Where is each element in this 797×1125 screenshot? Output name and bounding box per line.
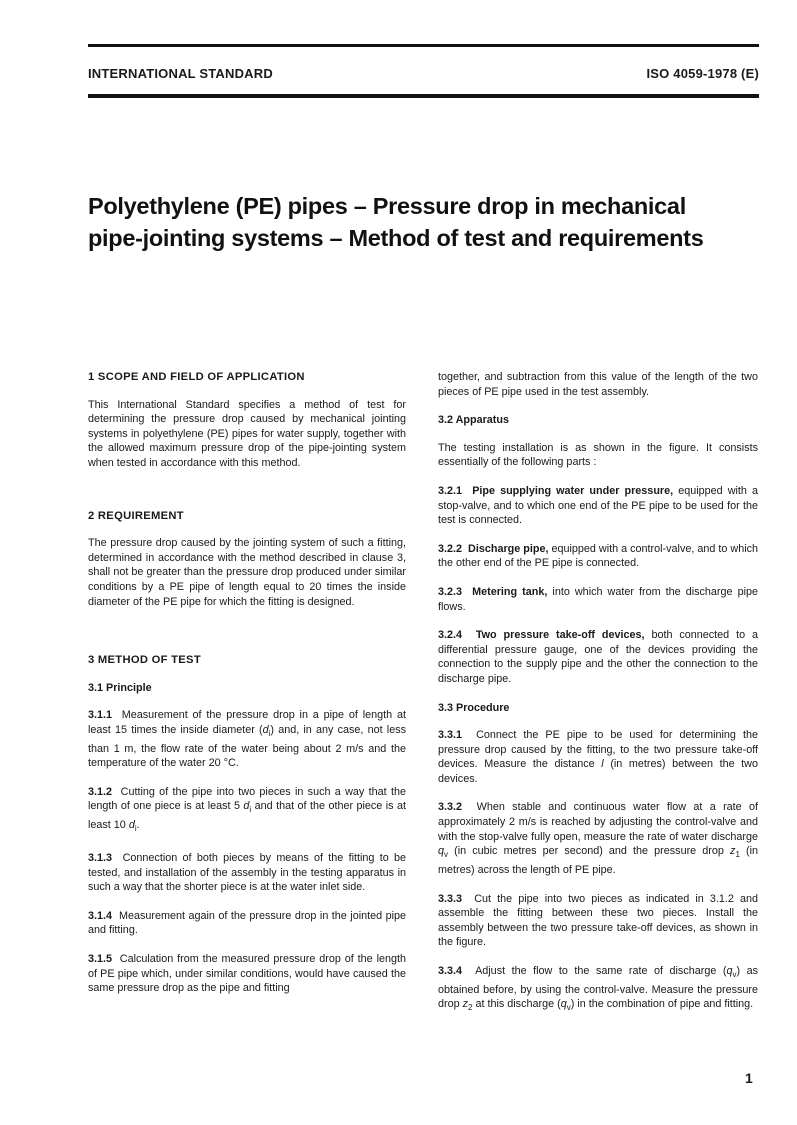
subsection-3-3-heading: 3.3 Procedure: [438, 701, 510, 714]
variable: d: [243, 800, 250, 813]
clause-text: Cut the pipe into two pieces as indicated in 3.1.2 and assemble the fitting between these two pieces. Install the assembly between the two pressure take-off devices, as shown in the figure.: [438, 892, 758, 949]
clause-3-3-2: [438, 800, 758, 877]
clause-number: 3.3.2: [438, 801, 463, 814]
header-document-number: ISO 4059-1978 (E): [646, 66, 759, 81]
clause-text: .: [136, 819, 140, 832]
section-3-heading: 3 METHOD OF TEST: [88, 654, 201, 667]
clause-number: 3.2.3: [438, 585, 463, 598]
title-line-2: pipe-jointing systems – Method of test and requirements: [88, 225, 704, 251]
clause-number: 3.1.3: [88, 851, 113, 864]
clause-term: Pipe supplying water under pressure,: [472, 484, 674, 497]
clause-3-2-1: [438, 484, 758, 528]
apparatus-intro: The testing installation is as shown in the figure. It consists essentially of the following parts :: [438, 441, 758, 469]
clause-text: Measurement of the pressure drop in a pipe of length at least 15 times the inside diameter (: [88, 709, 406, 736]
clause-3-1-4: [88, 909, 406, 938]
clause-text: Cutting of the pipe into two pieces in such a way that the length of one piece is at least 5: [88, 785, 406, 813]
variable: l: [601, 758, 604, 771]
document-title: [88, 190, 768, 254]
clause-3-1-2: [88, 785, 406, 837]
subscript: i: [268, 729, 271, 739]
variable: q: [438, 845, 445, 858]
subscript: v: [444, 850, 449, 860]
clause-3-1-1: [88, 708, 406, 771]
variable: q: [726, 964, 733, 977]
clause-number: 3.2.2: [438, 542, 463, 555]
subscript: v: [566, 1003, 571, 1013]
variable: d: [262, 723, 269, 736]
clause-number: 3.3.4: [438, 964, 463, 977]
clause-3-3-3: [438, 892, 758, 950]
clause-3-2-3: [438, 585, 758, 614]
clause-text: (in metres) between the two devices.: [438, 758, 758, 785]
clause-text: equipped with a control-valve, and to which the other end of the PE pipe is connected.: [438, 542, 759, 570]
clause-text: ) in the combination of pipe and fitting.: [570, 998, 754, 1011]
subscript: i: [134, 824, 137, 834]
clause-term: Two pressure take-off devices,: [475, 629, 645, 642]
clause-3-1-3: [88, 851, 406, 895]
clause-3-1-5: [88, 952, 406, 996]
subscript: i: [249, 805, 252, 815]
title-line-1: Polyethylene (PE) pipes – Pressure drop in mechanical: [88, 193, 686, 219]
right-column: [438, 370, 758, 1030]
clause-text: (in cubic metres per second) and the pressure drop: [448, 845, 731, 858]
subscript: 1: [735, 850, 740, 860]
page-number: 1: [745, 1070, 753, 1086]
clause-3-1-5-continued: together, and subtraction from this value of the length of the two pieces of PE pipe used in the test assembly.: [438, 371, 758, 398]
clause-text: Adjust the flow to the same rate of discharge (: [475, 964, 727, 977]
subsection-3-2-heading: 3.2 Apparatus: [438, 414, 510, 427]
clause-number: 3.3.1: [438, 729, 463, 742]
clause-number: 3.1.2: [88, 785, 113, 798]
clause-text: into which water from the discharge pipe flows.: [438, 585, 758, 613]
left-column: [88, 370, 406, 1010]
header-rule: [88, 94, 759, 98]
clause-text: both connected to a differential pressure gauge, one of the devices providing the connection to the supply pipe and the other the connection to the discharge pipe.: [438, 629, 758, 685]
section-2-text: The pressure drop caused by the jointing system of such a fitting, determined in accordance with the method described in clause 3, shall not be greater than the pressure drop produced under similar conditions by a PE pipe of length equal to 20 times the inside diameter of the PE pipe for which the fitting is designed.: [88, 537, 406, 608]
clause-number: 3.1.1: [88, 709, 113, 722]
clause-number: 3.1.4: [88, 909, 113, 922]
clause-text: Calculation from the measured pressure drop of the length of PE pipe which, under similar conditions, would have caused the same pressure drop as the pipe and fitting: [88, 952, 406, 995]
clause-3-2-4: [438, 628, 758, 686]
clause-text: ) and, in any case, not less than 1 m, the flow rate of the water being about 2 m/s and the temperature of the water 20 °C.: [88, 723, 407, 770]
clause-text: ) as obtained before, by using the control-valve. Measure the pressure drop: [438, 964, 759, 1011]
clause-3-3-4: [438, 964, 758, 1016]
subscript: v: [732, 970, 737, 980]
top-rule: [88, 44, 759, 47]
variable: z: [730, 845, 736, 858]
variable: d: [128, 819, 135, 832]
clause-number: 3.3.3: [438, 892, 463, 905]
subsection-3-1-heading: 3.1 Principle: [88, 681, 152, 694]
section-1-heading: 1 SCOPE AND FIELD OF APPLICATION: [88, 371, 305, 383]
clause-number: 3.2.1: [438, 484, 463, 497]
subscript: 2: [468, 1003, 473, 1013]
variable: z: [462, 998, 469, 1011]
clause-text: When stable and continuous water flow at a rate of approximately 2 m/s is reached by adjusting the control-valve and with the stop-valve fully open, measure the rate of water discharge: [438, 801, 758, 843]
clause-3-2-2: [438, 542, 758, 571]
section-2-heading: 2 REQUIREMENT: [88, 509, 184, 522]
clause-term: Metering tank,: [472, 585, 548, 598]
clause-3-3-1: [438, 728, 758, 786]
variable: q: [560, 998, 567, 1011]
clause-number: 3.1.5: [88, 952, 113, 965]
clause-text: and that of the other piece is at least 10: [88, 800, 406, 832]
clause-number: 3.2.4: [438, 629, 463, 642]
clause-term: Discharge pipe,: [468, 542, 549, 555]
clause-text: Connect the PE pipe to be used for determining the pressure drop caused by the fitting, to the two pressure take-off devices. Measure the distance: [438, 729, 758, 771]
clause-text: (in metres) across the length of PE pipe.: [438, 845, 759, 876]
clause-text: Connection of both pieces by means of the fitting to be tested, and installation of the assembly in the testing apparatus in such a way that the shorter piece is at the water inlet side.: [88, 851, 407, 894]
header-standard-label: INTERNATIONAL STANDARD: [88, 66, 273, 81]
clause-text: Measurement again of the pressure drop in the jointed pipe and fitting.: [88, 909, 407, 937]
clause-text: at this discharge (: [472, 998, 561, 1011]
clause-text: equipped with a stop-valve, and to which one end of the PE pipe to be used for the test is connected.: [438, 484, 759, 527]
section-1-text: This International Standard specifies a method of test for determining the pressure drop caused by mechanical jointing systems in polyethylene (PE) pipes for water supply, together with the allowed maximum pressure drop of the pipe-jointing system when tested in accordance with this method.: [88, 398, 406, 469]
